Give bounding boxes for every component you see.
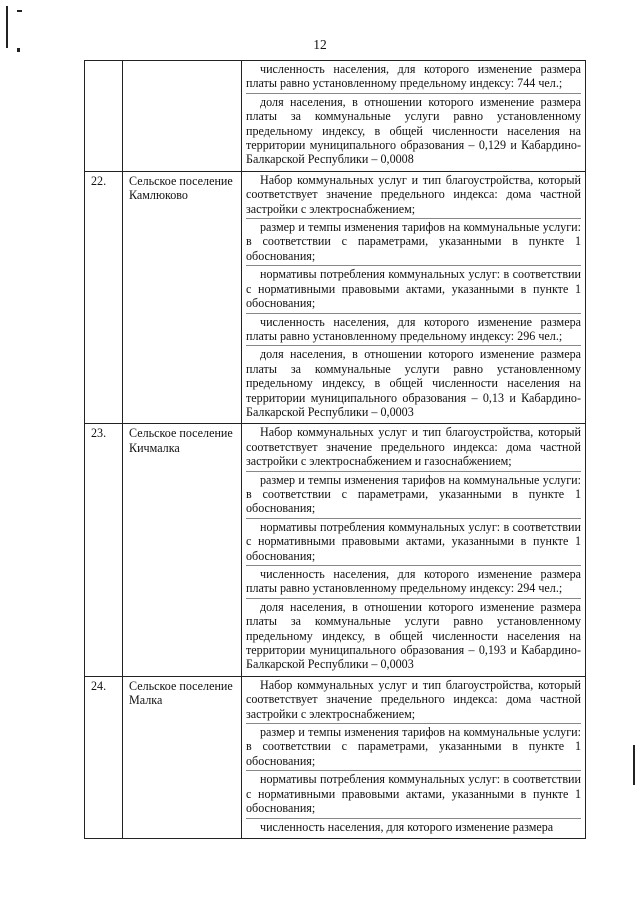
settlements-table: [84, 60, 586, 839]
description-paragraph: нормативы потребления коммунальных услуг: в соответствии с нормативными правовыми актами, указанными в пункте 1 обоснования;: [246, 519, 581, 566]
description-paragraph: численность населения, для которого изменение размера платы равно установленному предельному индексу: 296 чел.;: [246, 314, 581, 347]
description-paragraph: размер и темпы изменения тарифов на коммунальные услуги: в соответствии с параметрами, указанными в пункте 1 обоснования;: [246, 724, 581, 771]
description-paragraph: численность населения, для которого изменение размера платы равно установленному предельному индексу: 294 чел.;: [246, 566, 581, 599]
description-cell: [242, 676, 586, 838]
row-number: 23.: [85, 424, 123, 677]
description-cell: [242, 61, 586, 172]
description-paragraph: доля населения, в отношении которого изменение размера платы за коммунальные услуги равно установленному предельному индексу, в общей численности населения на территории муниципального образования – 0,129 и Кабардино-Балкарской Республики – 0,0008: [246, 94, 581, 167]
description-paragraph: численность населения, для которого изменение размера: [260, 819, 554, 834]
description-paragraph: размер и темпы изменения тарифов на коммунальные услуги: в соответствии с параметрами, указанными в пункте 1 обоснования;: [246, 472, 581, 519]
settlement-name: Сельское поселение Камлюково: [123, 171, 242, 424]
settlement-name: Сельское поселение Малка: [123, 676, 242, 838]
table-row: [85, 171, 586, 424]
margin-mark: [17, 10, 22, 12]
table-row: [85, 424, 586, 677]
description-paragraph: нормативы потребления коммунальных услуг: в соответствии с нормативными правовыми актами, указанными в пункте 1 обоснования;: [246, 266, 581, 313]
description-paragraph: Набор коммунальных услуг и тип благоустройства, который соответствует значение предельного индекса: дома частной застройки с электроснабжением;: [246, 677, 581, 724]
description-paragraph: нормативы потребления коммунальных услуг: в соответствии с нормативными правовыми актами, указанными в пункте 1 обоснования;: [246, 771, 581, 818]
row-number: [85, 61, 123, 172]
page-number: 12: [313, 37, 327, 52]
description-paragraph: размер и темпы изменения тарифов на коммунальные услуги: в соответствии с параметрами, указанными в пункте 1 обоснования;: [246, 219, 581, 266]
row-number: 22.: [85, 171, 123, 424]
description-paragraph: Набор коммунальных услуг и тип благоустройства, который соответствует значение предельного индекса: дома частной застройки с электроснабжением;: [246, 172, 581, 219]
description-cell: [242, 424, 586, 677]
description-paragraph: доля населения, в отношении которого изменение размера платы за коммунальные услуги равно установленному предельному индексу, в общей численности населения на территории муниципального образования – 0,13 и Кабардино-Балкарской Республики – 0,0003: [246, 347, 581, 419]
settlement-name: [123, 61, 242, 172]
description-cell: [242, 171, 586, 424]
row-number: 24.: [85, 676, 123, 838]
table-row: [85, 676, 586, 838]
margin-mark: [633, 745, 635, 785]
table-row: [85, 61, 586, 172]
description-paragraph: численность населения, для которого изменение размера платы равно установленному предельному индексу: 744 чел.;: [246, 61, 581, 94]
description-paragraph: Набор коммунальных услуг и тип благоустройства, который соответствует значение предельного индекса: дома частной застройки с электроснабжением и газоснабжением;: [246, 424, 581, 471]
settlement-name: Сельское поселение Кичмалка: [123, 424, 242, 677]
description-paragraph: доля населения, в отношении которого изменение размера платы за коммунальные услуги равно установленному предельному индексу, в общей численности населения на территории муниципального образования – 0,193 и Кабардино-Балкарской Республики – 0,0003: [246, 599, 581, 672]
